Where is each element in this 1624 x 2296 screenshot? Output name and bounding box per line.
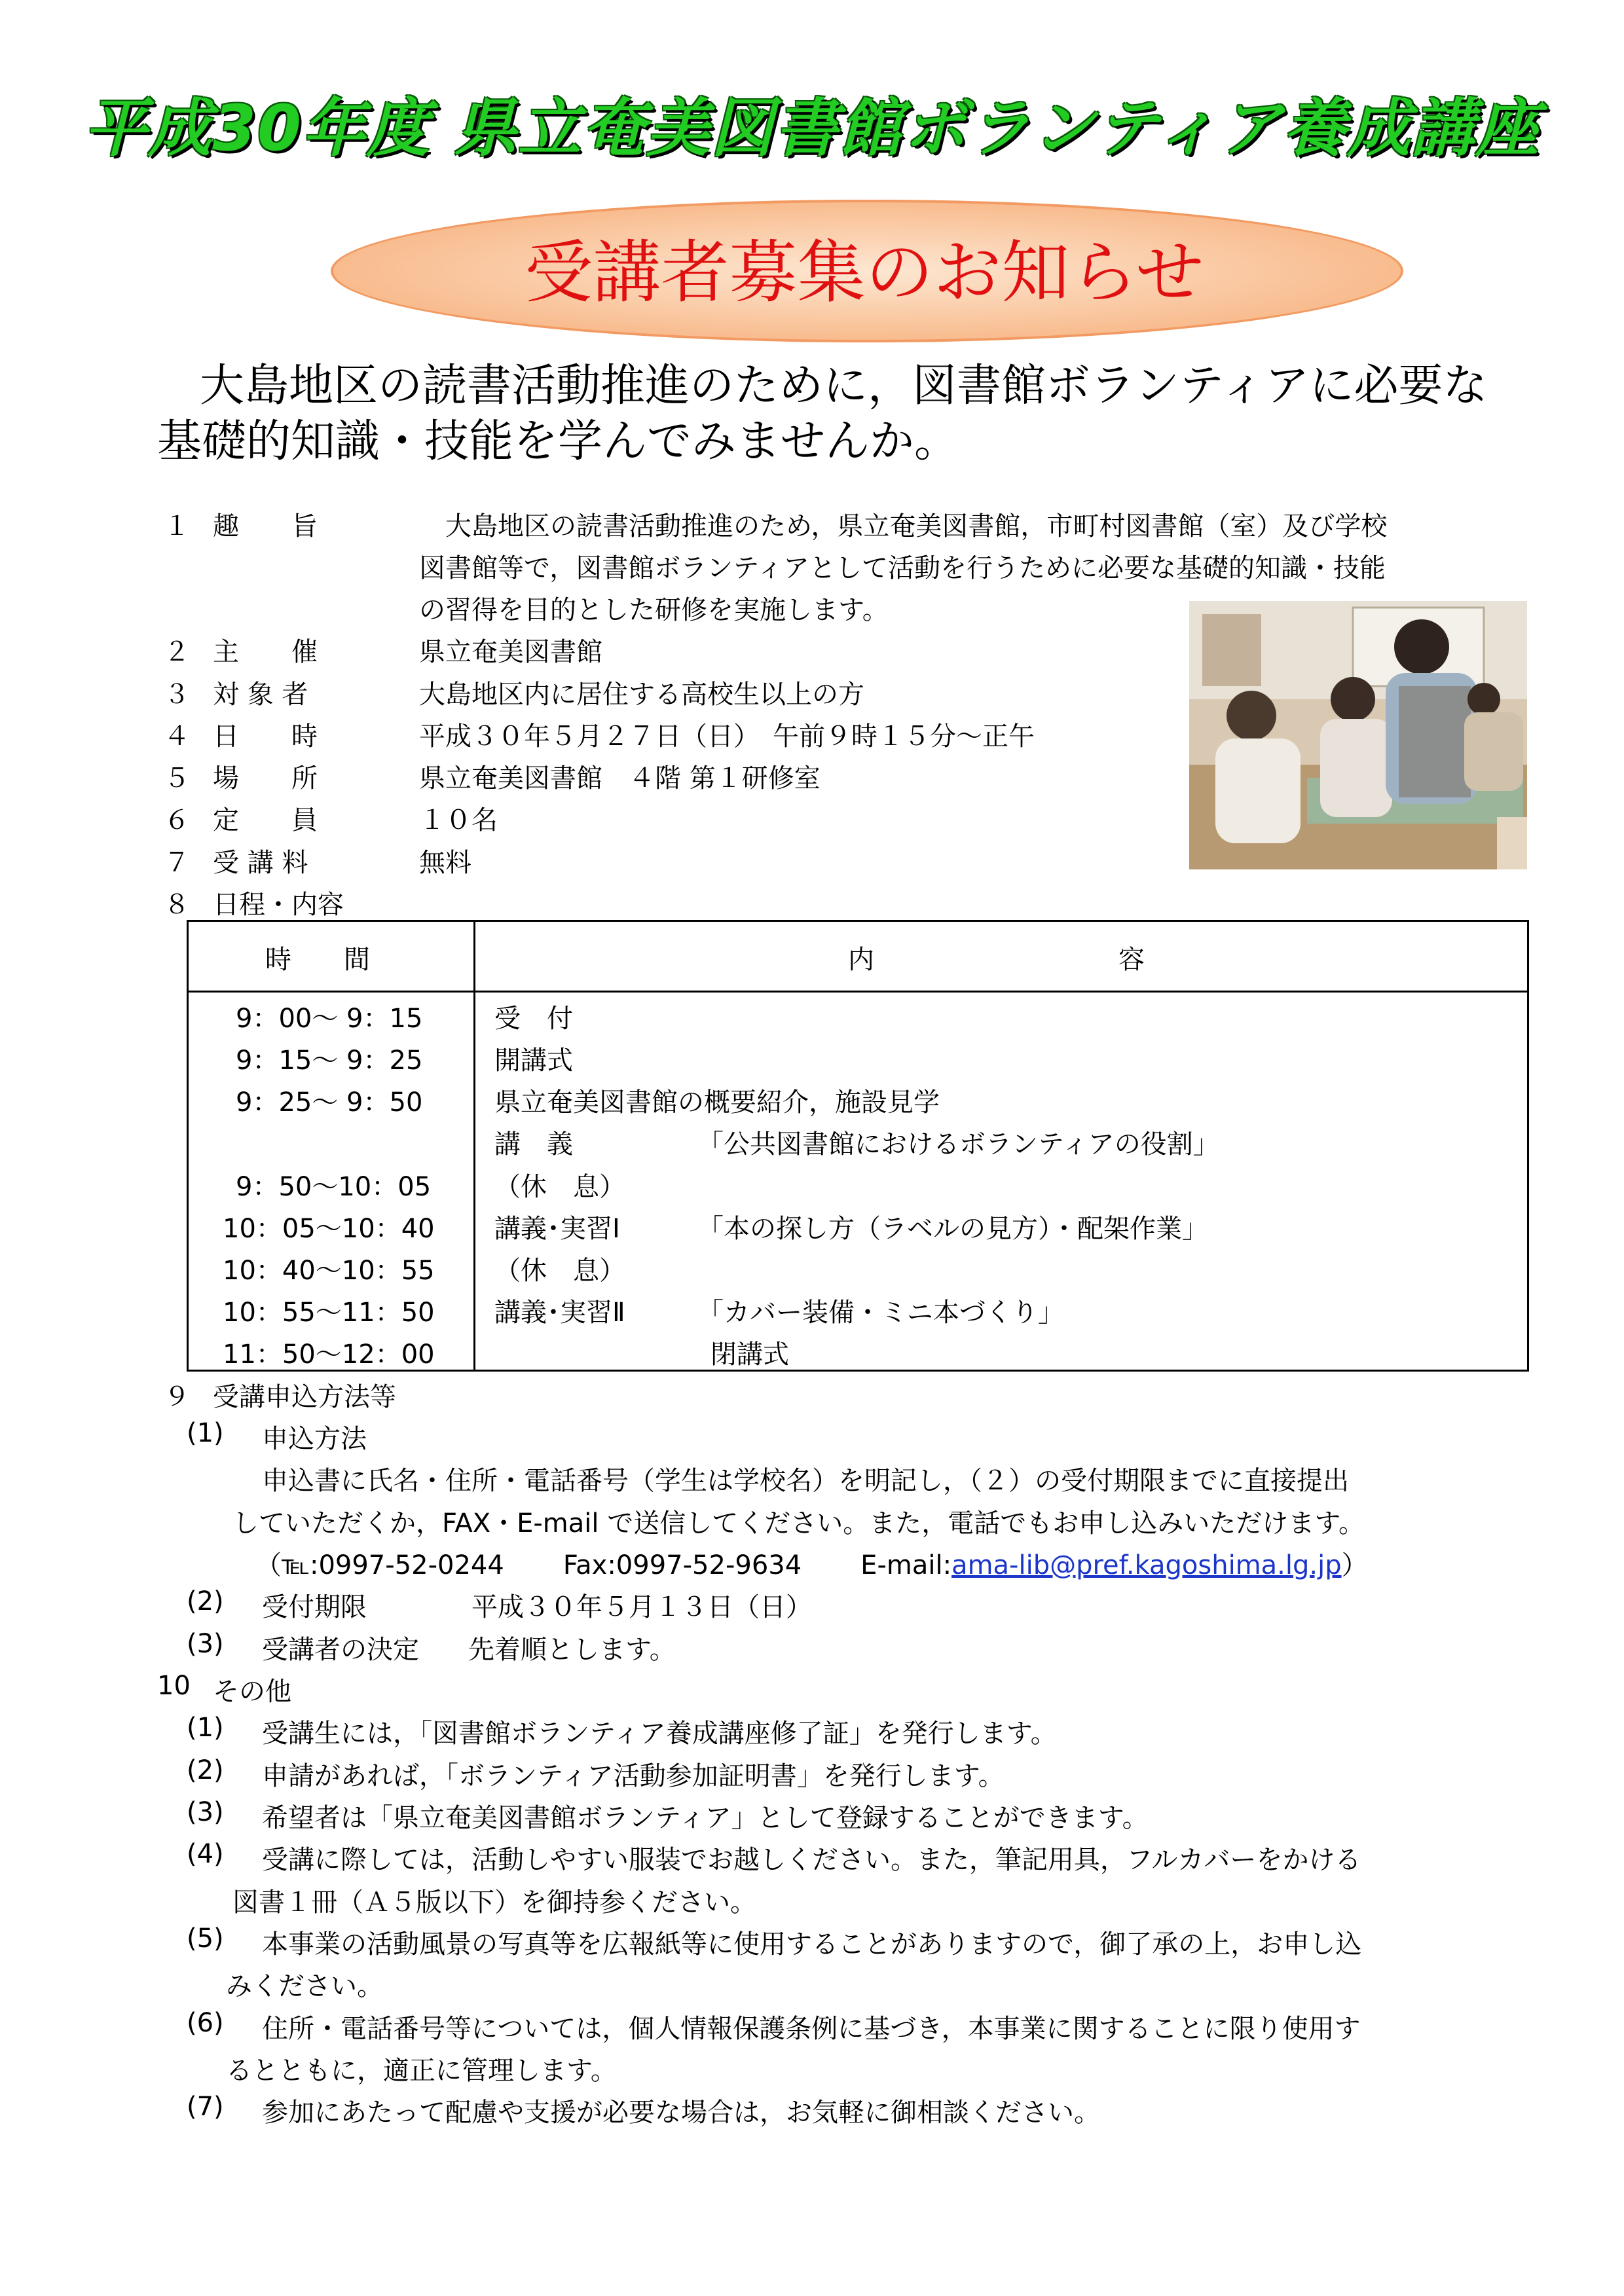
schedule-content: 講 義 [494, 1129, 573, 1159]
note-text: るとともに，適正に管理します。 [226, 2056, 617, 2086]
schedule-content: （休 息） [494, 1172, 625, 1202]
item-value: １０名 [419, 805, 498, 835]
subitem-value: 先着順とします。 [468, 1635, 676, 1665]
note-number: (7) [187, 2092, 224, 2122]
schedule-detail: 「本の探し方（ラベルの見方）・配架作業」 [697, 1214, 1208, 1244]
section-heading: 受講申込方法等 [213, 1382, 396, 1412]
item-value: 大島地区内に居住する高校生以上の方 [419, 680, 864, 710]
schedule-content: 県立奄美図書館の概要紹介，施設見学 [494, 1087, 940, 1118]
item-number: ６ [164, 805, 190, 835]
item-text-line: の習得を目的とした研修を実施します。 [419, 595, 889, 625]
subitem-number: (3) [187, 1629, 224, 1659]
schedule-content: 開講式 [494, 1046, 573, 1076]
note-number: (4) [187, 1839, 224, 1869]
schedule-header-content: 容 [1118, 945, 1145, 975]
subitem-number: (1) [187, 1418, 224, 1448]
schedule-time: 9：25～ 9：50 [236, 1087, 423, 1118]
subitem-text-line: していただくか，FAX・E-mail で送信してください。また，電話でもお申し込みいただけます。 [232, 1508, 1365, 1539]
item-text-line: 大島地区の読書活動推進のため，県立奄美図書館，市町村図書館（室）及び学校 [419, 511, 1388, 541]
schedule-time: 11：50～12：00 [223, 1339, 435, 1370]
item-number: ３ [164, 680, 190, 710]
document-title: 平成30年度 県立奄美図書館ボランティア養成講座 [84, 92, 1540, 165]
schedule-time: 10：55～11：50 [223, 1298, 435, 1328]
note-number: (1) [187, 1713, 224, 1743]
item-value: 県立奄美図書館 [419, 637, 602, 667]
schedule-content: 講義･実習Ⅰ [494, 1214, 620, 1244]
item-label: 主 催 [213, 637, 318, 667]
email-label: E-mail: [860, 1550, 952, 1580]
tel-label: ℡ [282, 1550, 310, 1580]
schedule-detail: 「カバー装備・ミニ本づくり」 [697, 1298, 1064, 1328]
schedule-detail: 閉講式 [710, 1339, 789, 1370]
fax-number: Fax:0997-52-9634 [563, 1550, 802, 1580]
item-label: 定 員 [213, 805, 318, 835]
note-number: (3) [187, 1797, 224, 1827]
note-text: 受講生には，「図書館ボランティア養成講座修了証」を発行します。 [262, 1719, 1057, 1749]
lead-line-1: 大島地区の読書活動推進のために，図書館ボランティアに必要な [200, 360, 1488, 412]
item-label: 日程・内容 [213, 890, 344, 920]
schedule-header-content: 内 [848, 945, 874, 975]
schedule-detail: 「公共図書館におけるボランティアの役割」 [697, 1129, 1219, 1159]
note-text: みください。 [226, 1971, 383, 2001]
note-text: 図書１冊（Ａ５版以下）を御持参ください。 [232, 1887, 756, 1918]
subitem-label: 受付期限 [262, 1592, 367, 1622]
item-label: 場 所 [213, 763, 318, 793]
contact-open-paren: （ [255, 1550, 282, 1580]
item-number: ８ [164, 890, 190, 920]
subitem-label: 申込方法 [262, 1424, 367, 1454]
schedule-time: 10：05～10：40 [223, 1214, 435, 1244]
note-number: (6) [187, 2008, 224, 2038]
schedule-content: 受 付 [494, 1004, 573, 1034]
note-number: (5) [187, 1923, 224, 1954]
item-value: 平成３０年５月２７日（日） 午前９時１５分～正午 [419, 721, 1035, 752]
subitem-text-line: 申込書に氏名・住所・電話番号（学生は学校名）を明記し，（２）の受付期限までに直接提出 [262, 1466, 1349, 1496]
schedule-time: 9：50～10：05 [236, 1172, 432, 1202]
item-value: 県立奄美図書館 ４階 第１研修室 [419, 763, 821, 793]
section-number: 10 [157, 1671, 191, 1701]
subitem-value: 平成３０年５月１３日（日） [471, 1592, 812, 1622]
note-text: 本事業の活動風景の写真等を広報紙等に使用することがありますので，御了承の上，お申し込 [262, 1929, 1362, 1959]
note-text: 住所・電話番号等については，個人情報保護条例に基づき，本事業に関することに限り使用す [262, 2014, 1361, 2044]
item-number: １ [164, 511, 190, 541]
schedule-time: 9：00～ 9：15 [236, 1004, 423, 1034]
subitem-number: (2) [187, 1586, 224, 1616]
item-label: 対 象 者 [213, 680, 308, 710]
workshop-photo [1189, 601, 1527, 869]
contact-line [255, 1544, 1368, 1582]
schedule-header-time: 時 間 [265, 945, 370, 975]
tel-number: :0997-52-0244 [309, 1550, 504, 1580]
item-text-line: 図書館等で，図書館ボランティアとして活動を行うために必要な基礎的知識・技能 [419, 553, 1386, 583]
note-number: (2) [187, 1755, 224, 1785]
item-number: ７ [164, 848, 190, 878]
email-link[interactable]: ama-lib@pref.kagoshima.lg.jp [951, 1550, 1342, 1580]
subitem-label: 受講者の決定 [262, 1635, 419, 1665]
item-label: 受 講 料 [213, 848, 308, 878]
note-text: 受講に際しては，活動しやすい服装でお越しください。また，筆記用具，フルカバーをかける [262, 1845, 1361, 1875]
item-label: 趣 旨 [213, 511, 318, 541]
note-text: 希望者は「県立奄美図書館ボランティア」として登録することができます。 [262, 1803, 1149, 1833]
section-heading: その他 [213, 1677, 291, 1707]
item-label: 日 時 [213, 721, 318, 752]
schedule-content: 講義･実習Ⅱ [494, 1298, 625, 1328]
schedule-content: （休 息） [494, 1256, 625, 1286]
note-text: 申請があれば，「ボランティア活動参加証明書」を発行します。 [262, 1761, 1005, 1791]
item-value: 無料 [419, 848, 471, 878]
item-number: ５ [164, 763, 190, 793]
schedule-time: 10：40～10：55 [223, 1256, 435, 1286]
contact-close-paren: ） [1341, 1550, 1368, 1580]
item-number: ２ [164, 637, 190, 667]
note-text: 参加にあたって配慮や支援が必要な場合は，お気軽に御相談ください。 [262, 2098, 1100, 2128]
schedule-time: 9：15～ 9：25 [236, 1046, 423, 1076]
lead-line-2: 基礎的知識・技能を学んでみませんか。 [157, 416, 959, 467]
banner-text: 受講者募集のお知らせ [525, 232, 1204, 312]
section-number: ９ [164, 1382, 190, 1412]
item-number: ４ [164, 721, 190, 752]
